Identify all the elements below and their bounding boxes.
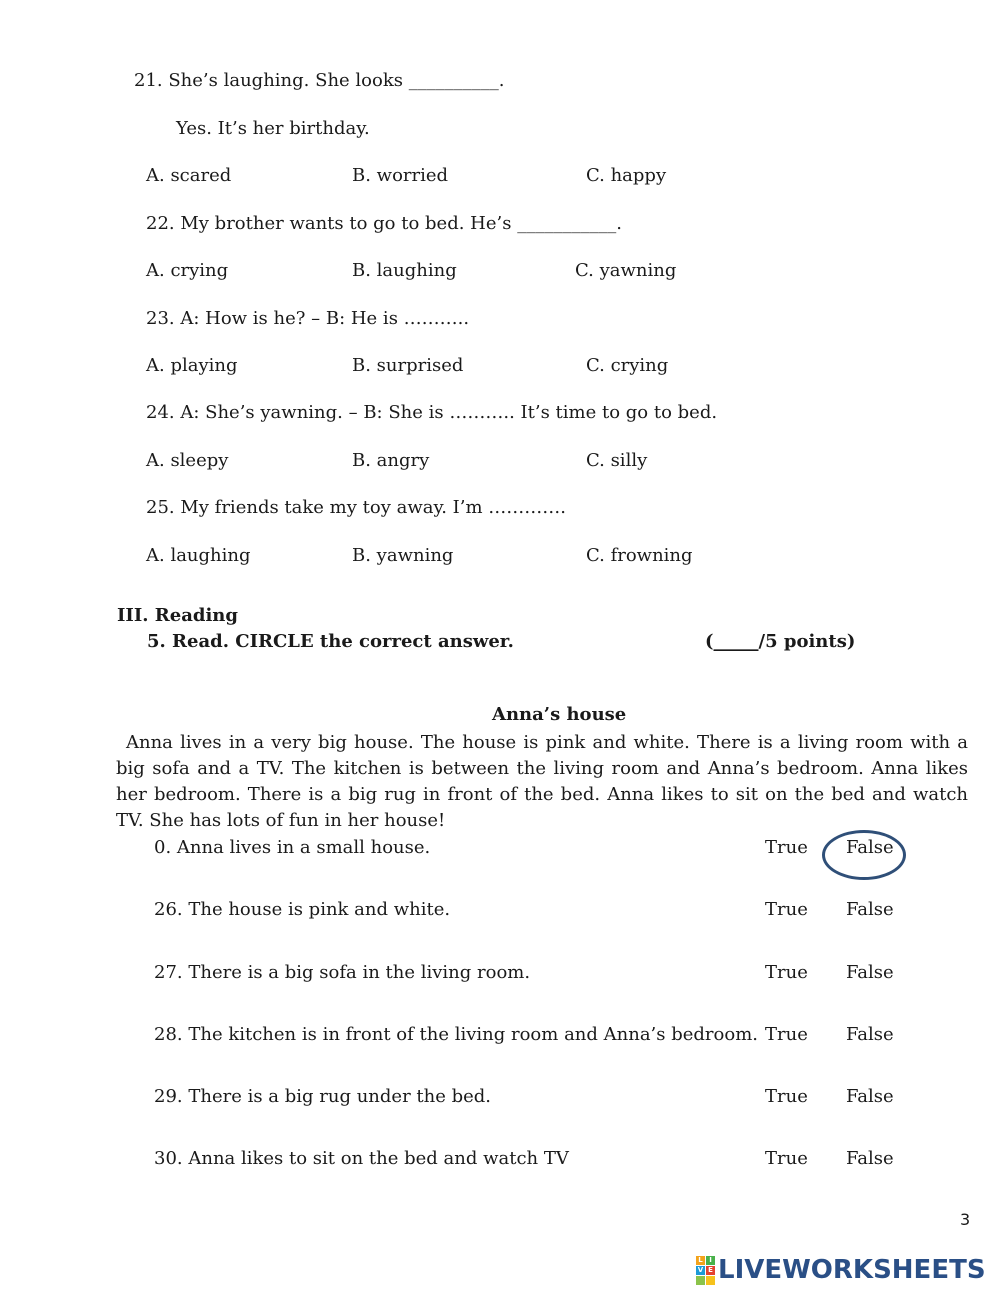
logo-text: LIVEWORKSHEETS	[718, 1255, 986, 1285]
tf-statement-0: 0. Anna lives in a small house.	[154, 837, 431, 858]
question-22-option-c[interactable]: C. yawning	[575, 260, 677, 281]
question-23-option-c[interactable]: C. crying	[586, 355, 669, 376]
question-24-stem: 24. A: She’s yawning. – B: She is ……….. It’s time to go to bed.	[146, 402, 718, 423]
logo-block-5	[696, 1276, 705, 1285]
tf-statement-28: 28. The kitchen is in front of the living room and Anna’s bedroom.	[154, 1024, 758, 1045]
tf-true-26[interactable]: True	[765, 899, 808, 920]
question-22-option-a[interactable]: A. crying	[146, 260, 229, 281]
logo-block-v: V	[697, 1265, 704, 1274]
logo-block-i: I	[706, 1256, 715, 1265]
task-instruction: 5. Read. CIRCLE the correct answer.	[147, 631, 514, 652]
tf-false-27[interactable]: False	[846, 962, 894, 983]
tf-true-27[interactable]: True	[765, 962, 808, 983]
question-25-stem: 25. My friends take my toy away. I’m ………….	[146, 497, 567, 518]
question-25-option-b[interactable]: B. yawning	[352, 545, 454, 566]
tf-statement-27: 27. There is a big sofa in the living room.	[154, 962, 531, 983]
question-21-stem: 21. She’s laughing. She looks __________.	[134, 70, 505, 91]
tf-false-0[interactable]: False	[846, 837, 894, 858]
tf-true-28[interactable]: True	[765, 1024, 808, 1045]
tf-true-29[interactable]: True	[765, 1086, 808, 1107]
tf-statement-30: 30. Anna likes to sit on the bed and watch TV	[154, 1148, 569, 1169]
tf-false-30[interactable]: False	[846, 1148, 894, 1169]
tf-false-28[interactable]: False	[846, 1024, 894, 1045]
question-25-option-a[interactable]: A. laughing	[146, 545, 251, 566]
tf-false-29[interactable]: False	[846, 1086, 894, 1107]
logo-blocks-icon	[696, 1256, 715, 1285]
question-22-option-b[interactable]: B. laughing	[352, 260, 457, 281]
answer-circle	[822, 830, 906, 880]
page-number: 3	[960, 1210, 971, 1229]
question-21-option-a[interactable]: A. scared	[146, 165, 232, 186]
passage-title: Anna’s house	[492, 704, 627, 725]
tf-statement-26: 26. The house is pink and white.	[154, 899, 451, 920]
question-23-option-a[interactable]: A. playing	[146, 355, 238, 376]
question-23-option-b[interactable]: B. surprised	[352, 355, 464, 376]
logo-block-e: E	[706, 1266, 715, 1275]
liveworksheets-logo[interactable]	[696, 1254, 986, 1286]
question-24-option-c[interactable]: C. silly	[586, 450, 648, 471]
logo-block-6	[706, 1276, 715, 1285]
tf-true-30[interactable]: True	[765, 1148, 808, 1169]
question-25-option-c[interactable]: C. frowning	[586, 545, 693, 566]
tf-statement-29: 29. There is a big rug under the bed.	[154, 1086, 492, 1107]
question-24-option-a[interactable]: A. sleepy	[146, 450, 229, 471]
logo-block-l: L	[696, 1256, 705, 1265]
question-21-option-b[interactable]: B. worried	[352, 165, 449, 186]
question-21-context: Yes. It’s her birthday.	[176, 118, 370, 139]
question-22-stem: 22. My brother wants to go to bed. He’s ___________.	[146, 213, 622, 234]
tf-true-0[interactable]: True	[765, 837, 808, 858]
question-24-option-b[interactable]: B. angry	[352, 450, 430, 471]
tf-false-26[interactable]: False	[846, 899, 894, 920]
points-score: (_____/5 points)	[705, 631, 856, 652]
question-21-option-c[interactable]: C. happy	[586, 165, 667, 186]
passage-text: Anna lives in a very big house. The house is pink and white. There is a living room with a big sofa and a TV. The kitchen is between the living room and Anna’s bedroom. Anna likes her bedroom. There is a big rug in front of the bed. Anna likes to sit on the bed and watch TV. She has lots of fun in her house!	[116, 732, 968, 831]
question-23-stem: 23. A: How is he? – B: He is ………..	[146, 308, 470, 329]
section-heading: III. Reading	[117, 605, 238, 626]
